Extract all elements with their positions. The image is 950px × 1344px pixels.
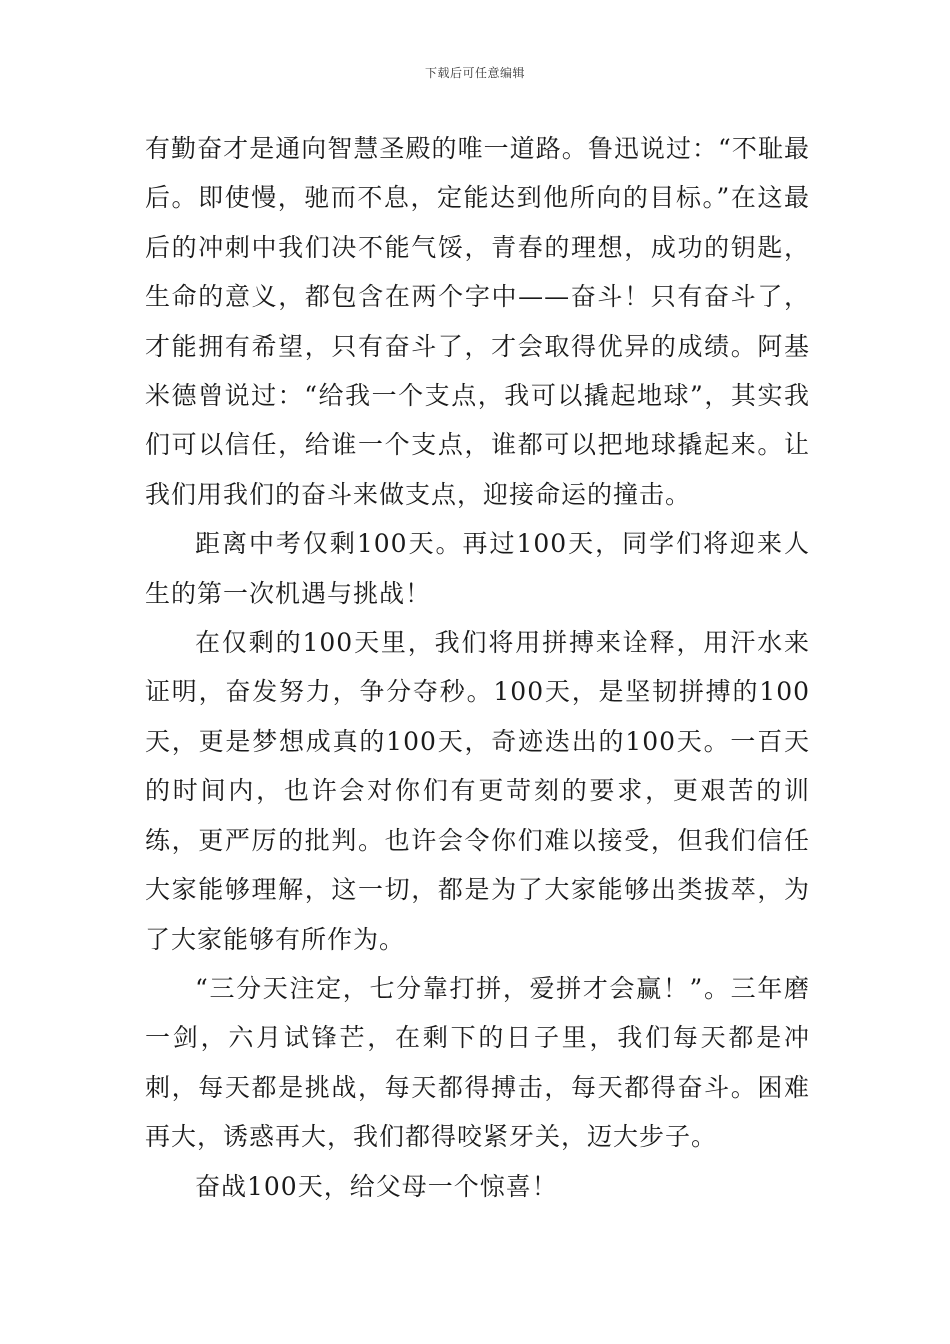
document-body — [145, 124, 810, 1211]
paragraph-continuation: 有勤奋才是通向智慧圣殿的唯一道路。鲁迅说过：“不耻最后。即使慢，驰而不息，定能达到他所向的目标。”在这最后的冲刺中我们决不能气馁，青春的理想，成功的钥匙，生命的意义，都包含在两个字中——奋斗！只有奋斗了，才能拥有希望，只有奋斗了，才会取得优异的成绩。阿基米德曾说过：“给我一个支点，我可以撬起地球”，其实我们可以信任，给谁一个支点，谁都可以把地球撬起来。让我们用我们的奋斗来做支点，迎接命运的撞击。 — [145, 134, 810, 509]
paragraph: 距离中考仅剩100天。再过100天，同学们将迎来人生的第一次机遇与挑战！ — [145, 529, 810, 608]
paragraph: 在仅剩的100天里，我们将用拼搏来诠释，用汗水来证明，奋发努力，争分夺秒。100天，是坚韧拼搏的100天，更是梦想成真的100天，奇迹迭出的100天。一百天的时间内，也许会对你们有更苛刻的要求，更艰苦的训练，更严厉的批判。也许会令你们难以接受，但我们信任大家能够理解，这一切，都是为了大家能够出类拔萃，为了大家能够有所作为。 — [145, 628, 810, 954]
paragraph: 奋战100天，给父母一个惊喜！ — [195, 1171, 558, 1201]
paragraph: “三分天注定，七分靠打拼，爱拼才会赢！”。三年磨一剑，六月试锋芒，在剩下的日子里，我们每天都是冲刺，每天都是挑战，每天都得搏击，每天都得奋斗。困难再大，诱惑再大，我们都得咬紧牙关，迈大步子。 — [145, 973, 810, 1152]
header-note: 下载后可任意编辑 — [424, 66, 525, 80]
